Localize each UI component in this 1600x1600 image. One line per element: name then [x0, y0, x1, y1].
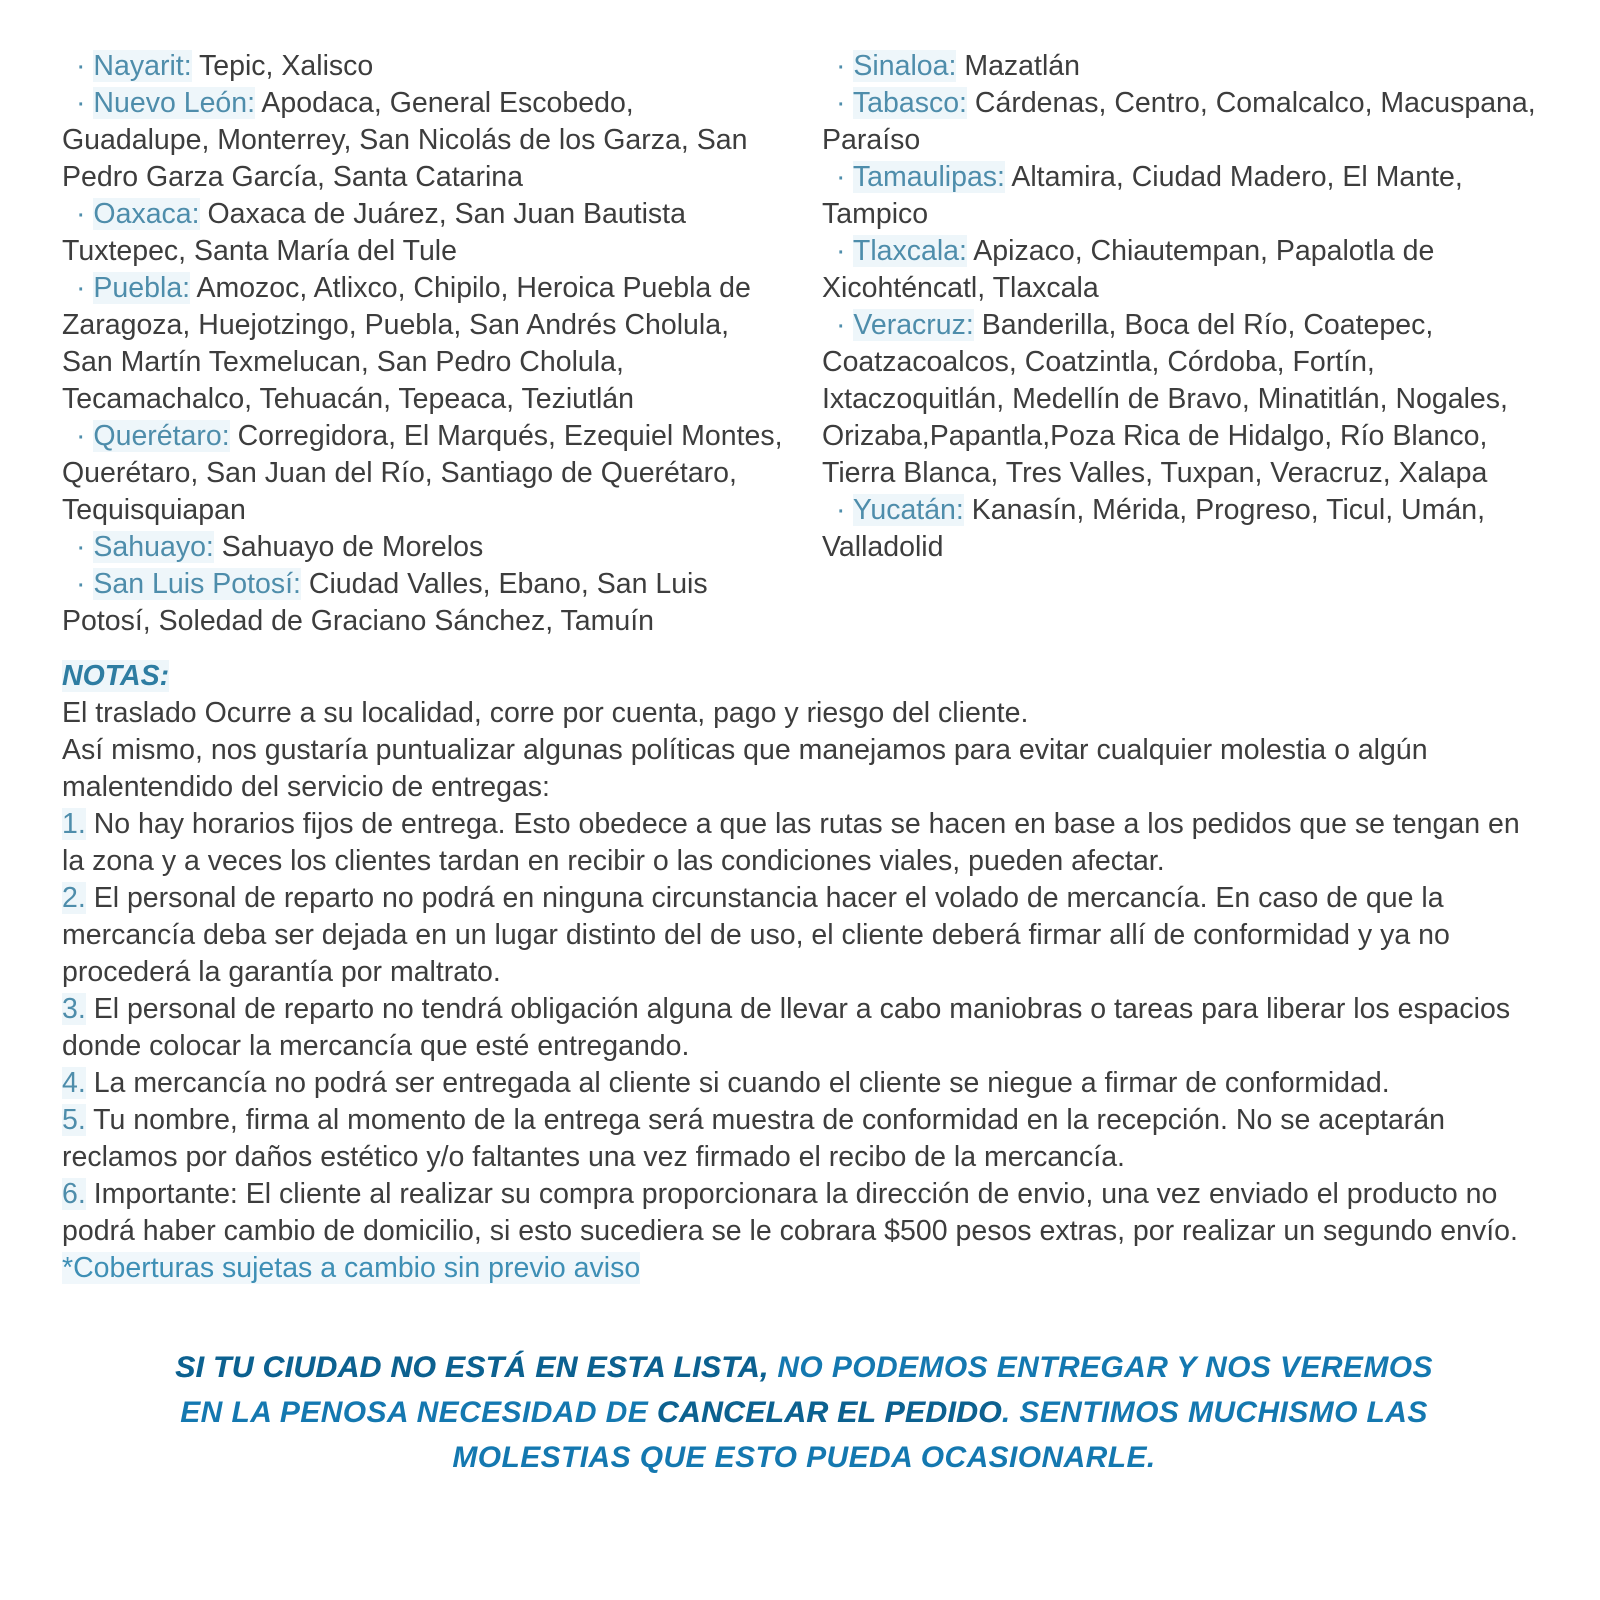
note-number: 1.: [62, 808, 86, 840]
coverage-entry: [822, 307, 1546, 492]
city-list: Apodaca, General Escobedo, Guadalupe, Monterrey, San Nicolás de los Garza, San Pedro Garza García, Santa Catarina: [62, 87, 748, 193]
state-name: Nuevo León:: [93, 87, 256, 119]
city-list: Altamira, Ciudad Madero, El Mante, Tampico: [822, 161, 1463, 230]
state-name: Tabasco:: [852, 87, 967, 119]
notes-items: [62, 806, 1546, 1250]
bullet-icon: ·: [836, 494, 853, 526]
state-name: Tamaulipas:: [852, 161, 1005, 193]
coverage-entry: [62, 85, 786, 196]
note-text: Tu nombre, firma al momento de la entrega será muestra de conformidad en la recepción. No se aceptarán reclamos por daños estético y/o faltantes una vez firmado el recibo de la mercancía.: [62, 1104, 1446, 1173]
bullet-icon: ·: [836, 235, 853, 267]
state-name: Tlaxcala:: [852, 235, 967, 267]
coverage-columns: [62, 48, 1546, 640]
coverage-list-left: [62, 48, 786, 640]
footer-segment: . SENTIMOS MUCHISMO LAS MOLESTIAS QUE ESTO PUEDA OCASIONARLE.: [452, 1396, 1428, 1474]
coverage-entry: [822, 233, 1546, 307]
coverage-entry: [822, 492, 1546, 566]
state-name: Puebla:: [93, 272, 191, 304]
note-number: 2.: [62, 882, 86, 914]
city-list: Sahuayo de Morelos: [213, 531, 484, 563]
note-number: 6.: [62, 1178, 86, 1210]
coverage-list-right: [822, 48, 1546, 640]
city-list: Corregidora, El Marqués, Ezequiel Montes, Querétaro, San Juan del Río, Santiago de Querétaro, Tequisquiapan: [62, 420, 783, 526]
state-name: Nayarit:: [93, 50, 192, 82]
coverage-entry: [62, 418, 786, 529]
coverage-entry: [822, 85, 1546, 159]
note-number: 4.: [62, 1067, 86, 1099]
city-list: Oaxaca de Juárez, San Juan Bautista Tuxtepec, Santa María del Tule: [62, 198, 686, 267]
bullet-icon: ·: [836, 87, 853, 119]
footer-segment-strong: CANCELAR EL PEDIDO: [656, 1396, 1002, 1429]
city-list: Mazatlán: [956, 50, 1080, 82]
note-text: El personal de reparto no tendrá obligación alguna de llevar a cabo maniobras o tareas para liberar los espacios donde colocar la mercancía que esté entregando.: [62, 993, 1511, 1062]
coverage-entry: [62, 270, 786, 418]
bullet-icon: ·: [836, 309, 854, 341]
footer-message: [62, 1345, 1546, 1480]
coverage-entry: [62, 196, 786, 270]
coverage-entry: [62, 48, 786, 85]
bullet-icon: ·: [836, 161, 853, 193]
notes-section: [62, 658, 1546, 1287]
note-text: No hay horarios fijos de entrega. Esto obedece a que las rutas se hacen en base a los pedidos que se tengan en la zona y a veces los clientes tardan en recibir o las condiciones viales, pueden afectar.: [62, 808, 1520, 877]
state-name: Querétaro:: [93, 420, 230, 452]
bullet-icon: ·: [76, 272, 94, 304]
coverage-entry: [62, 529, 786, 566]
note-item: [62, 991, 1546, 1065]
bullet-icon: ·: [76, 420, 94, 452]
bullet-icon: ·: [76, 87, 94, 119]
bullet-icon: ·: [76, 531, 94, 563]
bullet-icon: ·: [836, 50, 854, 82]
bullet-icon: ·: [76, 50, 94, 82]
notes-intro-line: El traslado Ocurre a su localidad, corre por cuenta, pago y riesgo del cliente.: [62, 697, 1029, 729]
state-name: Sahuayo:: [93, 531, 214, 563]
bullet-icon: ·: [76, 568, 94, 600]
note-item: [62, 880, 1546, 991]
note-item: [62, 1176, 1546, 1250]
note-text: El personal de reparto no podrá en ninguna circunstancia hacer el volado de mercancía. En caso de que la mercancía deba ser dejada en un lugar distinto del de uso, el cliente deberá firmar allí de conformidad y ya no procederá la garantía por maltrato.: [62, 882, 1450, 988]
note-item: [62, 1065, 1546, 1102]
city-list: Amozoc, Atlixco, Chipilo, Heroica Puebla de Zaragoza, Huejotzingo, Puebla, San Andrés Cholula, San Martín Texmelucan, San Pedro Cholula, Tecamachalco, Tehuacán, Tepeaca, Teziutlán: [62, 272, 751, 415]
coverage-entry: [822, 159, 1546, 233]
coverage-disclaimer: *Coberturas sujetas a cambio sin previo aviso: [62, 1252, 641, 1284]
note-text: Importante: El cliente al realizar su compra proporcionara la dirección de envio, una vez enviado el producto no podrá haber cambio de domicilio, si esto sucediera se le cobrara $500 pesos extras, por realizar un segundo envío.: [62, 1178, 1518, 1247]
note-item: [62, 1102, 1546, 1176]
state-name: Veracruz:: [853, 309, 974, 341]
city-list: Kanasín, Mérida, Progreso, Ticul, Umán, Valladolid: [822, 494, 1485, 563]
note-number: 3.: [62, 993, 86, 1025]
state-name: Yucatán:: [852, 494, 964, 526]
note-text: La mercancía no podrá ser entregada al cliente si cuando el cliente se niegue a firmar de conformidad.: [85, 1067, 1390, 1099]
state-name: San Luis Potosí:: [93, 568, 301, 600]
coverage-entry: [62, 566, 786, 640]
note-number: 5.: [62, 1104, 86, 1136]
notes-intro-line: Así mismo, nos gustaría puntualizar algunas políticas que manejamos para evitar cualquier molestia o algún malentendido del servicio de entregas:: [62, 734, 1428, 803]
notes-heading: NOTAS:: [62, 660, 170, 692]
city-list: Tepic, Xalisco: [191, 50, 374, 82]
city-list: Banderilla, Boca del Río, Coatepec, Coatzacoalcos, Coatzintla, Córdoba, Fortín, Ixtaczoquitlán, Medellín de Bravo, Minatitlán, Nogales, Orizaba,Papantla,Poza Rica de Hidalgo, Río Blanco, Tierra Blanca, Tres Valles, Tuxpan, Veracruz, Xalapa: [822, 309, 1508, 489]
footer-segment-strong: SI TU CIUDAD NO ESTÁ EN ESTA LISTA,: [175, 1351, 778, 1384]
city-list: Ciudad Valles, Ebano, San Luis Potosí, Soledad de Graciano Sánchez, Tamuín: [62, 568, 708, 637]
city-list: Apizaco, Chiautempan, Papalotla de Xicohténcatl, Tlaxcala: [822, 235, 1435, 304]
footer-segment: NO PODEMOS ENTREGAR Y NOS VEREMOS EN LA PENOSA NECESIDAD DE: [180, 1351, 1433, 1429]
state-name: Oaxaca:: [93, 198, 200, 230]
city-list: Cárdenas, Centro, Comalcalco, Macuspana, Paraíso: [822, 87, 1536, 156]
bullet-icon: ·: [76, 198, 94, 230]
state-name: Sinaloa:: [853, 50, 957, 82]
coverage-entry: [822, 48, 1546, 85]
note-item: [62, 806, 1546, 880]
